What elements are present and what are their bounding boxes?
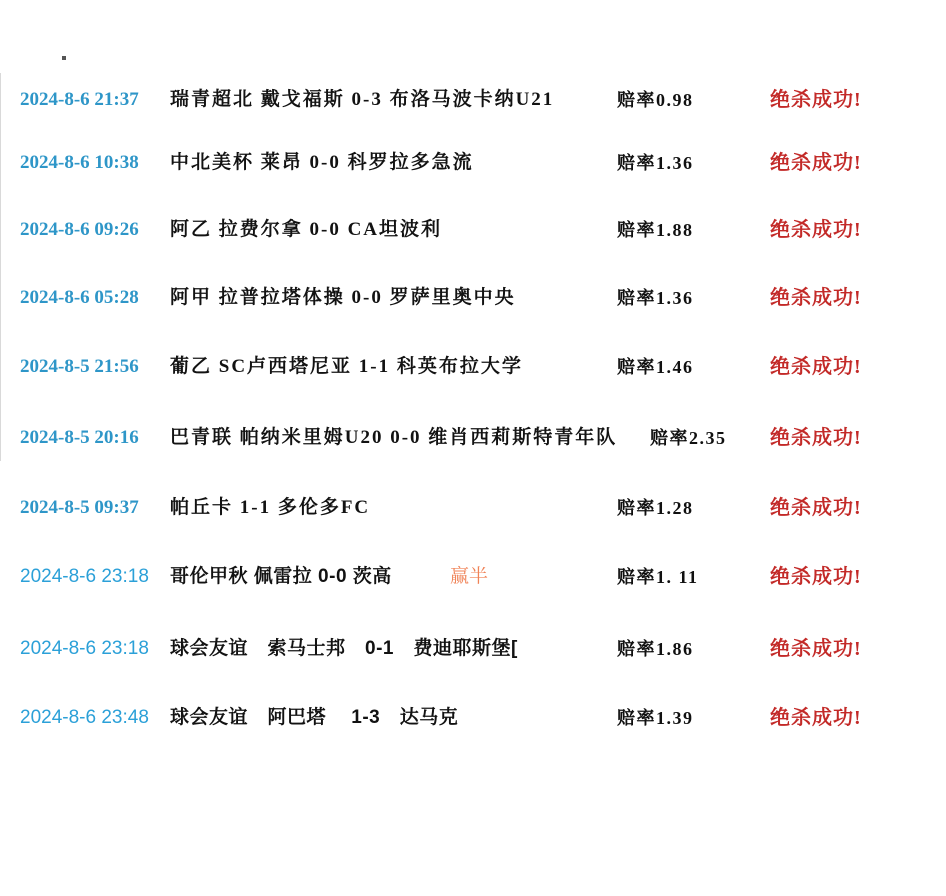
match-row bbox=[0, 148, 946, 178]
odds-value: 赔率1.39 bbox=[617, 708, 694, 728]
match-description: 球会友谊 阿巴塔 1-3 达马克 bbox=[170, 707, 459, 728]
match-row bbox=[0, 493, 946, 523]
match-datetime: 2024-8-6 05:28 bbox=[20, 287, 139, 308]
kill-success-label: 绝杀成功! bbox=[770, 152, 862, 174]
match-description: 帕丘卡 1-1 多伦多FC bbox=[170, 497, 371, 518]
match-description: 阿乙 拉费尔拿 0-0 CA坦波利 bbox=[170, 219, 443, 240]
match-datetime: 2024-8-6 10:38 bbox=[20, 152, 139, 173]
match-row bbox=[0, 283, 946, 313]
match-datetime: 2024-8-6 23:48 bbox=[20, 707, 149, 728]
kill-success-label: 绝杀成功! bbox=[770, 89, 862, 111]
kill-success-label: 绝杀成功! bbox=[770, 707, 862, 729]
half-win-note: 赢半 bbox=[450, 566, 489, 587]
match-datetime: 2024-8-5 21:56 bbox=[20, 356, 139, 377]
match-description: 阿甲 拉普拉塔体操 0-0 罗萨里奥中央 bbox=[170, 287, 516, 308]
match-row bbox=[0, 85, 946, 115]
match-row bbox=[0, 562, 946, 592]
kill-success-label: 绝杀成功! bbox=[770, 638, 862, 660]
kill-success-label: 绝杀成功! bbox=[770, 287, 862, 309]
left-edge-line bbox=[0, 73, 1, 461]
odds-value: 赔率1. 11 bbox=[617, 567, 699, 587]
odds-value: 赔率1.36 bbox=[617, 288, 694, 308]
odds-value: 赔率1.88 bbox=[617, 220, 694, 240]
kill-success-label: 绝杀成功! bbox=[770, 427, 862, 449]
match-description: 中北美杯 莱昂 0-0 科罗拉多急流 bbox=[170, 152, 474, 173]
odds-value: 赔率1.46 bbox=[617, 357, 694, 377]
match-row bbox=[0, 634, 946, 664]
match-datetime: 2024-8-6 23:18 bbox=[20, 566, 149, 587]
kill-success-label: 绝杀成功! bbox=[770, 497, 862, 519]
match-description: 哥伦甲秋 佩雷拉 0-0 茨高 bbox=[170, 566, 392, 587]
match-datetime: 2024-8-6 23:18 bbox=[20, 638, 149, 659]
match-description: 球会友谊 索马士邦 0-1 费迪耶斯堡[ bbox=[170, 638, 518, 659]
match-description: 瑞青超北 戴戈福斯 0-3 布洛马波卡纳U21 bbox=[170, 89, 555, 110]
stray-dot bbox=[62, 56, 66, 60]
match-datetime: 2024-8-6 09:26 bbox=[20, 219, 139, 240]
match-description: 巴青联 帕纳米里姆U20 0-0 维肖西莉斯特青年队 bbox=[170, 427, 618, 448]
kill-success-label: 绝杀成功! bbox=[770, 356, 862, 378]
match-row bbox=[0, 703, 946, 733]
odds-value: 赔率0.98 bbox=[617, 90, 694, 110]
kill-success-label: 绝杀成功! bbox=[770, 566, 862, 588]
odds-value: 赔率1.28 bbox=[617, 498, 694, 518]
match-row bbox=[0, 423, 946, 453]
match-datetime: 2024-8-5 09:37 bbox=[20, 497, 139, 518]
odds-value: 赔率1.36 bbox=[617, 153, 694, 173]
odds-value: 赔率2.35 bbox=[650, 428, 727, 448]
odds-value: 赔率1.86 bbox=[617, 639, 694, 659]
match-row bbox=[0, 352, 946, 382]
match-description: 葡乙 SC卢西塔尼亚 1-1 科英布拉大学 bbox=[170, 356, 523, 377]
match-datetime: 2024-8-5 20:16 bbox=[20, 427, 139, 448]
kill-success-label: 绝杀成功! bbox=[770, 219, 862, 241]
match-datetime: 2024-8-6 21:37 bbox=[20, 89, 139, 110]
match-row bbox=[0, 215, 946, 245]
